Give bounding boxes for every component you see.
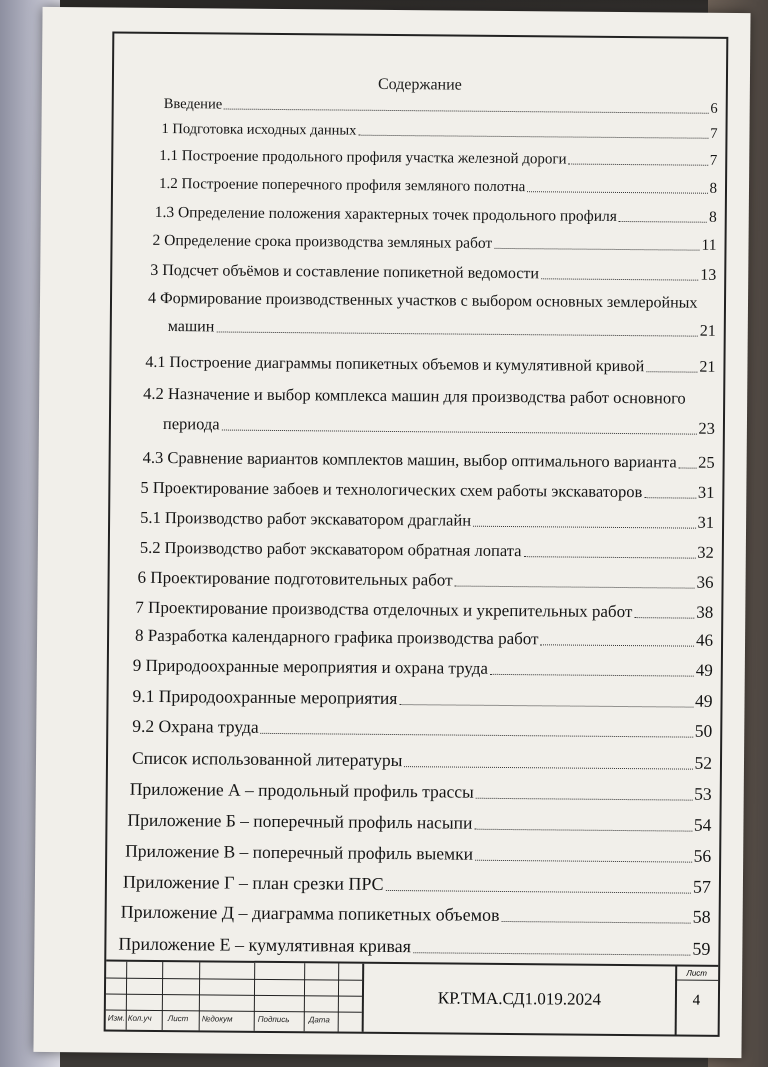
toc-entry xyxy=(140,538,714,563)
toc-leader-dots xyxy=(474,829,692,832)
toc-leader-dots xyxy=(475,860,692,863)
toc-entry xyxy=(130,779,712,805)
toc-entry xyxy=(133,656,713,681)
toc-entry xyxy=(143,384,715,439)
toc-entry-label: Приложение Е – кумулятивная кривая xyxy=(118,933,412,957)
toc-entry-page: 23 xyxy=(698,418,716,438)
toc-entry-label: 2 Определение срока производства земляных работ xyxy=(152,231,493,252)
toc-entry-label: 6 Проектирование подготовительных работ xyxy=(137,567,453,590)
toc-leader-dots xyxy=(619,221,707,223)
toc-leader-dots xyxy=(261,733,693,738)
toc-entry-page: 8 xyxy=(709,180,718,197)
toc-leader-dots xyxy=(216,331,697,336)
toc-leader-dots xyxy=(494,248,699,251)
toc-entry-label: Приложение Б – поперечный профиль насыпи xyxy=(127,809,473,833)
toc-entry xyxy=(155,204,717,227)
stamp-header-kol-uch: Кол.уч xyxy=(127,1013,152,1023)
toc-leader-dots xyxy=(455,586,695,589)
toc-leader-dots xyxy=(646,371,697,372)
toc-entry-page: 21 xyxy=(699,322,716,340)
toc-leader-dots xyxy=(569,164,708,166)
toc-entry-label: 4.1 Построение диаграммы попикетных объемов и кумулятивной кривой xyxy=(145,353,645,376)
toc-entry-label: Приложение В – поперечный профиль выемки xyxy=(125,840,474,864)
toc-entry-label: 9.2 Охрана труда xyxy=(132,715,259,737)
toc-entry-page: 54 xyxy=(693,814,712,835)
toc-entry-label: 3 Подсчет объёмов и составление попикетной ведомости xyxy=(150,261,540,283)
stamp-header-podpis: Подпись xyxy=(257,1014,290,1025)
toc-leader-dots xyxy=(399,704,693,708)
stamp-header-data: Дата xyxy=(308,1015,330,1025)
toc-entry-page: 25 xyxy=(698,452,715,472)
toc-entry-label: Приложение Д – диаграмма попикетных объемов xyxy=(120,901,500,925)
toc-entry-page: 7 xyxy=(710,125,718,142)
toc-entry-page: 38 xyxy=(696,602,714,622)
title-block xyxy=(106,960,719,1035)
sheet-number-cell xyxy=(675,966,719,1034)
toc-entry-label: 7 Проектирование производства отделочных и укрепительных работ xyxy=(135,597,633,622)
toc-entry-label: 1.3 Определение положения характерных точек продольного профиля xyxy=(154,203,617,225)
table-of-contents xyxy=(114,95,726,959)
toc-leader-dots xyxy=(523,556,695,558)
toc-leader-dots xyxy=(476,798,692,801)
toc-entry-page: 52 xyxy=(694,752,713,773)
toc-entry xyxy=(135,626,713,651)
toc-entry-page: 59 xyxy=(692,938,711,959)
toc-leader-dots xyxy=(679,467,696,468)
toc-entry xyxy=(164,96,718,118)
toc-entry-label: 5.2 Производство работ экскаватором обратная лопата xyxy=(139,537,522,561)
toc-entry-page: 6 xyxy=(710,100,718,117)
toc-entry-label-continued: периода xyxy=(162,413,220,434)
toc-leader-dots xyxy=(501,921,690,924)
toc-entry xyxy=(125,841,711,867)
toc-entry-page: 11 xyxy=(701,236,717,254)
toc-entry-label: 4.3 Сравнение вариантов комплектов машин, выбор оптимального варианта xyxy=(142,447,677,472)
toc-entry xyxy=(132,686,712,712)
toc-leader-dots xyxy=(222,430,697,435)
toc-entry xyxy=(121,902,711,928)
toc-entry-label: 9.1 Природоохранные мероприятия xyxy=(132,685,398,709)
toc-entry-label: 4 Формирование производственных участков с выбором основных землеройных xyxy=(147,289,698,312)
toc-entry-page: 31 xyxy=(697,512,715,532)
toc-leader-dots xyxy=(386,890,691,894)
toc-leader-dots xyxy=(644,497,696,498)
toc-entry-page: 50 xyxy=(694,720,713,741)
sheet-number: 4 xyxy=(692,992,701,1009)
toc-entry xyxy=(132,748,712,774)
stamp-header-izm: Изм. xyxy=(107,1013,125,1023)
toc-entry-label: 5 Проектирование забоев и технологических схем работы экскаваторов xyxy=(140,477,643,502)
document-code: КР.ТМА.СД1.019.2024 xyxy=(362,964,678,1035)
paper-sheet xyxy=(33,7,750,1058)
toc-entry-label: 4.2 Назначение и выбор комплекса машин для производства работ основного xyxy=(143,383,686,408)
toc-leader-dots xyxy=(473,526,696,529)
toc-entry-page: 49 xyxy=(694,690,713,711)
toc-entry xyxy=(123,872,711,898)
toc-leader-dots xyxy=(358,135,708,139)
toc-entry xyxy=(161,121,717,143)
toc-entry-label: 1.2 Построение поперечного профиля земляного полотна xyxy=(158,175,526,196)
toc-entry xyxy=(118,934,710,960)
toc-entry-label: Приложение А – продольный профиль трассы xyxy=(129,778,474,802)
toc-entry xyxy=(150,262,716,285)
toc-entry-label: Список использованной литературы xyxy=(131,747,403,771)
toc-entry xyxy=(148,290,716,341)
toc-entry xyxy=(127,810,711,836)
toc-entry-page: 8 xyxy=(708,208,717,226)
toc-entry-page: 31 xyxy=(697,482,715,502)
toc-entry-label: 8 Разработка календарного графика производства работ xyxy=(135,625,539,649)
toc-entry xyxy=(159,176,717,198)
toc-entry-page: 57 xyxy=(692,876,712,897)
toc-leader-dots xyxy=(224,109,708,114)
toc-entry-page: 13 xyxy=(700,266,717,284)
toc-entry xyxy=(140,508,714,533)
toc-entry-label: 9 Природоохранные мероприятия и охрана труда xyxy=(132,655,489,678)
toc-entry-page: 21 xyxy=(699,358,716,376)
revision-grid xyxy=(106,962,363,1032)
toc-title: Содержание xyxy=(377,75,462,94)
toc-entry xyxy=(135,598,713,623)
toc-entry-label: 1.1 Построение продольного профиля участка железной дороги xyxy=(159,147,567,168)
toc-entry xyxy=(132,716,712,742)
toc-entry-page: 53 xyxy=(694,783,712,804)
toc-entry-page: 49 xyxy=(695,660,713,680)
toc-entry-label: Введение xyxy=(163,95,223,113)
toc-leader-dots xyxy=(490,674,694,677)
toc-entry-label: 5.1 Производство работ экскаватором драглайн xyxy=(140,507,472,530)
toc-leader-dots xyxy=(540,644,694,646)
toc-leader-dots xyxy=(413,952,690,955)
sheet-label: Лист xyxy=(675,968,718,980)
toc-entry-page: 46 xyxy=(695,630,714,650)
toc-entry-label: Приложение Г – план срезки ПРС xyxy=(122,871,384,894)
toc-leader-dots xyxy=(527,191,707,194)
toc-entry-page: 7 xyxy=(709,152,718,169)
toc-leader-dots xyxy=(541,278,698,280)
toc-entry xyxy=(152,232,716,255)
toc-entry xyxy=(140,478,714,503)
toc-entry-page: 58 xyxy=(692,906,711,927)
toc-entry xyxy=(159,148,717,170)
toc-entry-label-continued: машин xyxy=(167,318,215,336)
toc-leader-dots xyxy=(404,766,692,770)
toc-entry-page: 56 xyxy=(693,845,712,866)
document-frame xyxy=(104,32,729,1037)
toc-entry-label: 1 Подготовка исходных данных xyxy=(161,120,357,139)
stamp-header-list: Лист xyxy=(167,1014,189,1024)
toc-entry xyxy=(145,354,715,377)
stamp-header-nodokum: №докум xyxy=(201,1014,233,1024)
toc-entry-page: 36 xyxy=(696,572,714,592)
toc-leader-dots xyxy=(634,617,694,619)
toc-entry-page: 32 xyxy=(697,542,714,562)
toc-entry xyxy=(138,568,714,593)
toc-entry xyxy=(143,448,715,473)
